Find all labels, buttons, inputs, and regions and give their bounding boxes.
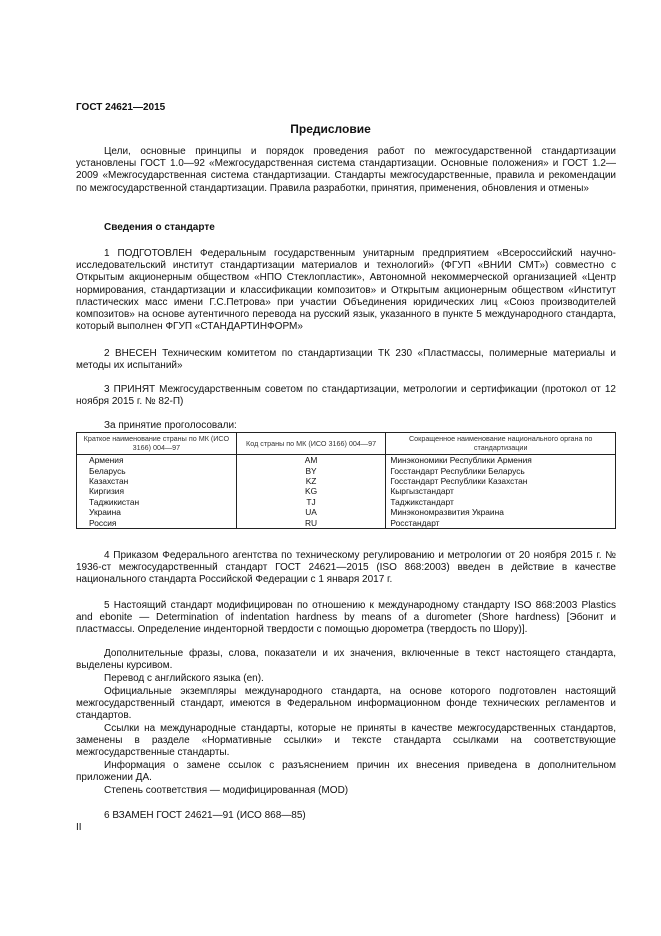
vote-table-header xyxy=(77,433,616,455)
item-1-paragraph: 1 ПОДГОТОВЛЕН Федеральным государственным унитарным предприятием «Всероссийский научно-исследовательский институт стандартизации материалов и технологий» (ФГУП «ВНИИ СМТ») совместно с Открытым акционерным обществом «НПО Стеклопластик», Автономной некоммерческой организацией «Центр нормирования, стандартизации и классификации композитов» и Открытым акционерным обществом «Институт пластических масс имени Г.С.Петрова» при участии Объединения юридических лиц «Союз производителей композитов» на основе аутентичного перевода на русский язык, указанного в пункте 5 международного стандарта, который выполнен ФГУП «СТАНДАРТИНФОРМ» xyxy=(76,248,616,333)
page-title: Предисловие xyxy=(290,122,371,136)
item-3-paragraph: 3 ПРИНЯТ Межгосударственным советом по стандартизации, метрологии и сертификации (протокол от 12 ноября 2015 г. № 82-П) xyxy=(76,384,616,408)
national-body-cell: Таджикстандарт xyxy=(386,497,616,507)
country-code-cell: AM xyxy=(236,455,386,466)
table-row xyxy=(77,507,616,517)
country-code-cell: RU xyxy=(236,517,386,528)
page-number: II xyxy=(76,822,82,833)
header-country-name: Краткое наименование страны по МК (ИСО 3166) 004—97 xyxy=(77,433,237,455)
table-row xyxy=(77,465,616,475)
vote-table xyxy=(76,432,616,529)
country-code-cell: TJ xyxy=(236,497,386,507)
country-code-cell: BY xyxy=(236,465,386,475)
table-row xyxy=(77,476,616,486)
item-5-paragraph: 5 Настоящий стандарт модифицирован по отношению к международному стандарту ISO 868:2003 Plastics and ebonite — Determination of indentation hardness by means of a durometer (Shore hardness) [Эбонит и пластмассы. Определение инденторной твердости с помощью дюрометра (твердость по Шору)]. xyxy=(76,600,616,636)
national-body-cell: Минэкономики Республики Армения xyxy=(386,455,616,466)
country-name-cell: Казахстан xyxy=(77,476,237,486)
item-5-official-copies: Официальные экземпляры международного стандарта, на основе которого подготовлен настоящий межгосударственный стандарт, имеются в Федеральном информационном фонде технических регламентов и стандартов. xyxy=(76,686,616,722)
item-5-replacement-info: Информация о замене ссылок с разъяснением причин их внесения приведена в дополнительном приложении ДА. xyxy=(76,760,616,784)
table-row xyxy=(77,486,616,496)
intro-paragraph: Цели, основные принципы и порядок проведения работ по межгосударственной стандартизации установлены ГОСТ 1.0—92 «Межгосударственная система стандартизации. Основные положения» и ГОСТ 1.2—2009 «Межгосударственная система стандартизации. Стандарты межгосударственные, правила и рекомендации по межгосударственной стандартизации. Правила разработки, принятия, применения, обновления и отмены» xyxy=(76,146,616,194)
national-body-cell: Госстандарт Республики Беларусь xyxy=(386,465,616,475)
item-4-paragraph: 4 Приказом Федерального агентства по техническому регулированию и метрологии от 20 ноября 2015 г. № 1936-ст межгосударственный стандарт ГОСТ 24621—2015 (ISO 868:2003) введен в действие в качестве национального стандарта Российской Федерации с 1 января 2017 г. xyxy=(76,550,616,586)
item-2-paragraph: 2 ВНЕСЕН Техническим комитетом по стандартизации ТК 230 «Пластмассы, полимерные материалы и методы их испытаний» xyxy=(76,348,616,372)
item-5-translation: Перевод с английского языка (en). xyxy=(104,673,264,684)
country-name-cell: Беларусь xyxy=(77,465,237,475)
country-code-cell: KG xyxy=(236,486,386,496)
country-name-cell: Россия xyxy=(77,517,237,528)
item-6-paragraph: 6 ВЗАМЕН ГОСТ 24621—91 (ИСО 868—85) xyxy=(104,810,306,821)
national-body-cell: Минэкономразвития Украина xyxy=(386,507,616,517)
section-subheading: Сведения о стандарте xyxy=(104,222,215,233)
table-row xyxy=(77,517,616,528)
national-body-cell: Госстандарт Республики Казахстан xyxy=(386,476,616,486)
header-country-code: Код страны по МК (ИСО 3166) 004—97 xyxy=(236,433,386,455)
item-5-references: Ссылки на международные стандарты, которые не приняты в качестве межгосударственных стандартов, заменены в разделе «Нормативные ссылки» и тексте стандарта ссылками на соответствующие межгосударственные стандарты. xyxy=(76,723,616,759)
vote-caption: За принятие проголосовали: xyxy=(104,420,237,431)
country-name-cell: Таджикистан xyxy=(77,497,237,507)
national-body-cell: Росстандарт xyxy=(386,517,616,528)
header-national-body: Сокращенное наименование национального органа по стандартизации xyxy=(386,433,616,455)
country-name-cell: Украина xyxy=(77,507,237,517)
country-code-cell: UA xyxy=(236,507,386,517)
item-5-additions: Дополнительные фразы, слова, показатели и их значения, включенные в текст настоящего стандарта, выделены курсивом. xyxy=(76,648,616,672)
table-row xyxy=(77,497,616,507)
item-5-conformity: Степень соответствия — модифицированная (MOD) xyxy=(104,785,349,796)
country-code-cell: KZ xyxy=(236,476,386,486)
national-body-cell: Кыргызстандарт xyxy=(386,486,616,496)
table-row xyxy=(77,455,616,466)
document-number: ГОСТ 24621—2015 xyxy=(76,102,166,113)
country-name-cell: Армения xyxy=(77,455,237,466)
country-name-cell: Киргизия xyxy=(77,486,237,496)
